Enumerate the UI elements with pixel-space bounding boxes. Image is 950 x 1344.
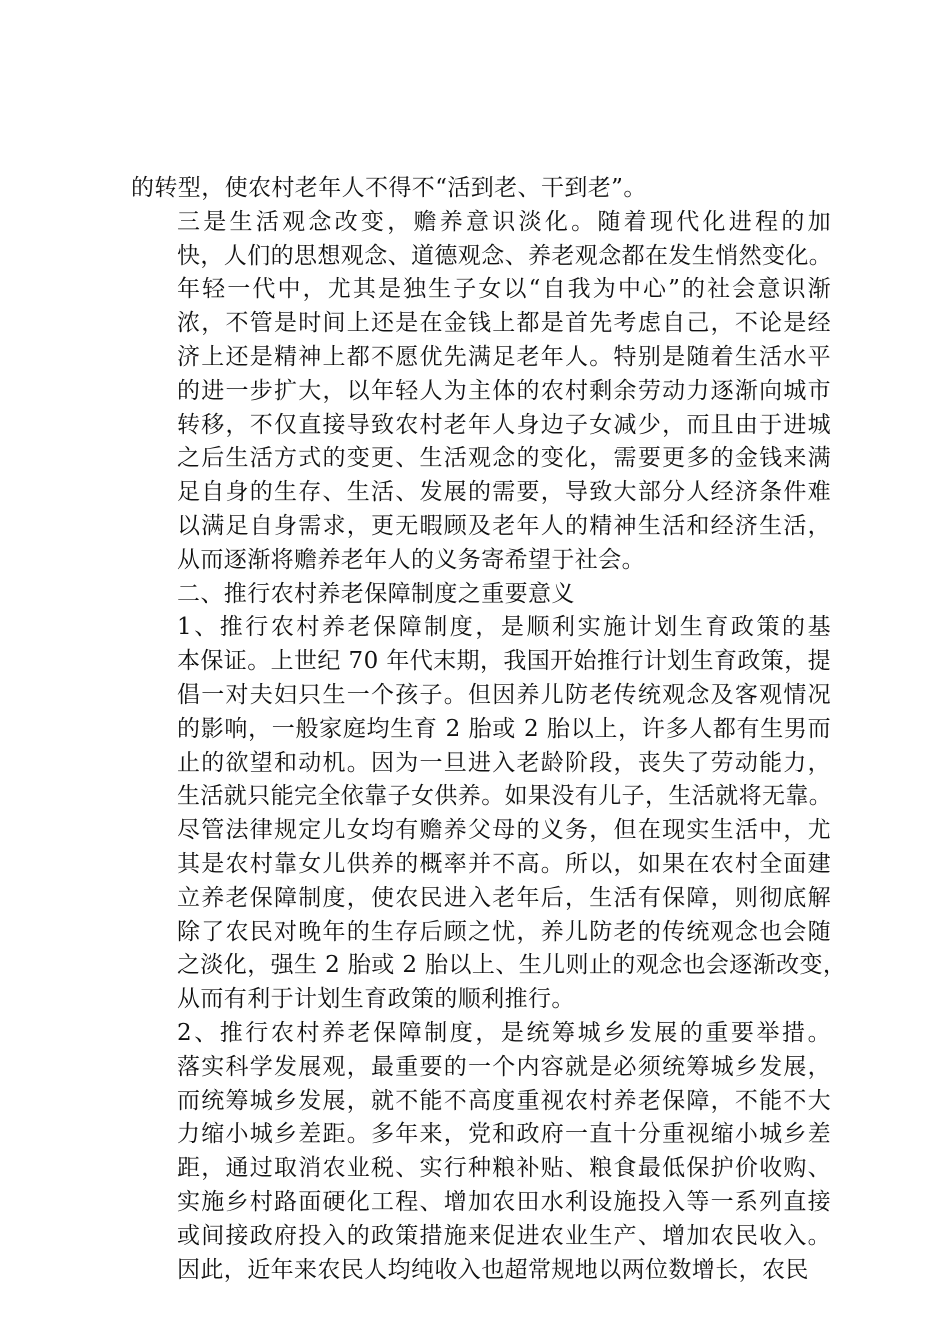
- paragraph-4: [131, 1017, 831, 1287]
- text-line: 因此，近年来农民人均纯收入也超常规地以两位数增长，农民: [177, 1256, 809, 1283]
- text-line: 止的欲望和动机。因为一旦进入老龄阶段，丧失了劳动能力，: [177, 749, 831, 776]
- text-line: 其是农村靠女儿供养的概率并不高。所以，如果在农村全面建: [177, 850, 831, 877]
- text-line: 二、推行农村养老保障制度之重要意义: [177, 580, 575, 607]
- text-line: 济上还是精神上都不愿优先满足老年人。特别是随着生活水平: [177, 343, 831, 370]
- text-line: 三是生活观念改变，赡养意识淡化。随着现代化进程的加: [177, 208, 831, 235]
- text-line: 从而逐渐将赡养老年人的义务寄希望于社会。: [177, 546, 645, 573]
- text-line: 足自身的生存、生活、发展的需要，导致大部分人经济条件难: [177, 479, 831, 506]
- text-line: 的影响，一般家庭均生育 2 胎或 2 胎以上，许多人都有生男而: [177, 715, 831, 742]
- text-line: 的转型，使农村老年人不得不“活到老、干到老”。: [131, 175, 647, 201]
- text-line: 落实科学发展观，最重要的一个内容就是必须统筹城乡发展，: [177, 1053, 831, 1080]
- text-line: 以满足自身需求，更无暇顾及老年人的精神生活和经济生活，: [177, 512, 831, 539]
- text-line: 或间接政府投入的政策措施来促进农业生产、增加农民收入。: [177, 1222, 831, 1249]
- text-line: 倡一对夫妇只生一个孩子。但因养儿防老传统观念及客观情况: [177, 681, 831, 708]
- text-line: 生活就只能完全依靠子女供养。如果没有儿子，生活就将无靠。: [177, 783, 833, 810]
- paragraph-3: [131, 611, 847, 1017]
- text-line: 浓，不管是时间上还是在金钱上都是首先考虑自己，不论是经: [177, 310, 831, 337]
- text-line: 尽管法律规定儿女均有赡养父母的义务，但在现实生活中，尤: [177, 817, 831, 844]
- text-line: 快，人们的思想观念、道德观念、养老观念都在发生悄然变化。: [177, 242, 833, 269]
- text-line: 2、推行农村养老保障制度，是统筹城乡发展的重要举措。: [177, 1019, 831, 1046]
- text-line: 立养老保障制度，使农民进入老年后，生活有保障，则彻底解: [177, 884, 831, 911]
- section-heading: [131, 578, 831, 612]
- text-line: 而统筹城乡发展，就不能不高度重视农村养老保障，不能不大: [177, 1087, 831, 1114]
- paragraph-1: [131, 206, 831, 578]
- document-body: [131, 172, 847, 1287]
- text-line: 除了农民对晚年的生存后顾之忧，养儿防老的传统观念也会随: [177, 918, 831, 945]
- text-line: 1、推行农村养老保障制度，是顺利实施计划生育政策的基: [177, 614, 831, 641]
- text-line: 力缩小城乡差距。多年来，党和政府一直十分重视缩小城乡差: [177, 1121, 831, 1148]
- text-line: 的进一步扩大，以年轻人为主体的农村剩余劳动力逐渐向城市: [177, 377, 831, 404]
- text-line: 年轻一代中，尤其是独生子女以“自我为中心”的社会意识渐: [177, 276, 831, 303]
- text-line: 从而有利于计划生育政策的顺利推行。: [177, 986, 575, 1013]
- text-line: 距，通过取消农业税、实行种粮补贴、粮食最低保护价收购、: [177, 1155, 831, 1182]
- text-line: 之后生活方式的变更、生活观念的变化，需要更多的金钱来满: [177, 445, 831, 472]
- paragraph-0: [131, 172, 831, 206]
- text-line: 转移，不仅直接导致农村老年人身边子女减少，而且由于进城: [177, 411, 831, 438]
- text-line: 之淡化，强生 2 胎或 2 胎以上、生儿则止的观念也会逐渐改变，: [177, 952, 847, 979]
- text-line: 实施乡村路面硬化工程、增加农田水利设施投入等一系列直接: [177, 1188, 831, 1215]
- text-line: 本保证。上世纪 70 年代末期，我国开始推行计划生育政策，提: [177, 648, 831, 675]
